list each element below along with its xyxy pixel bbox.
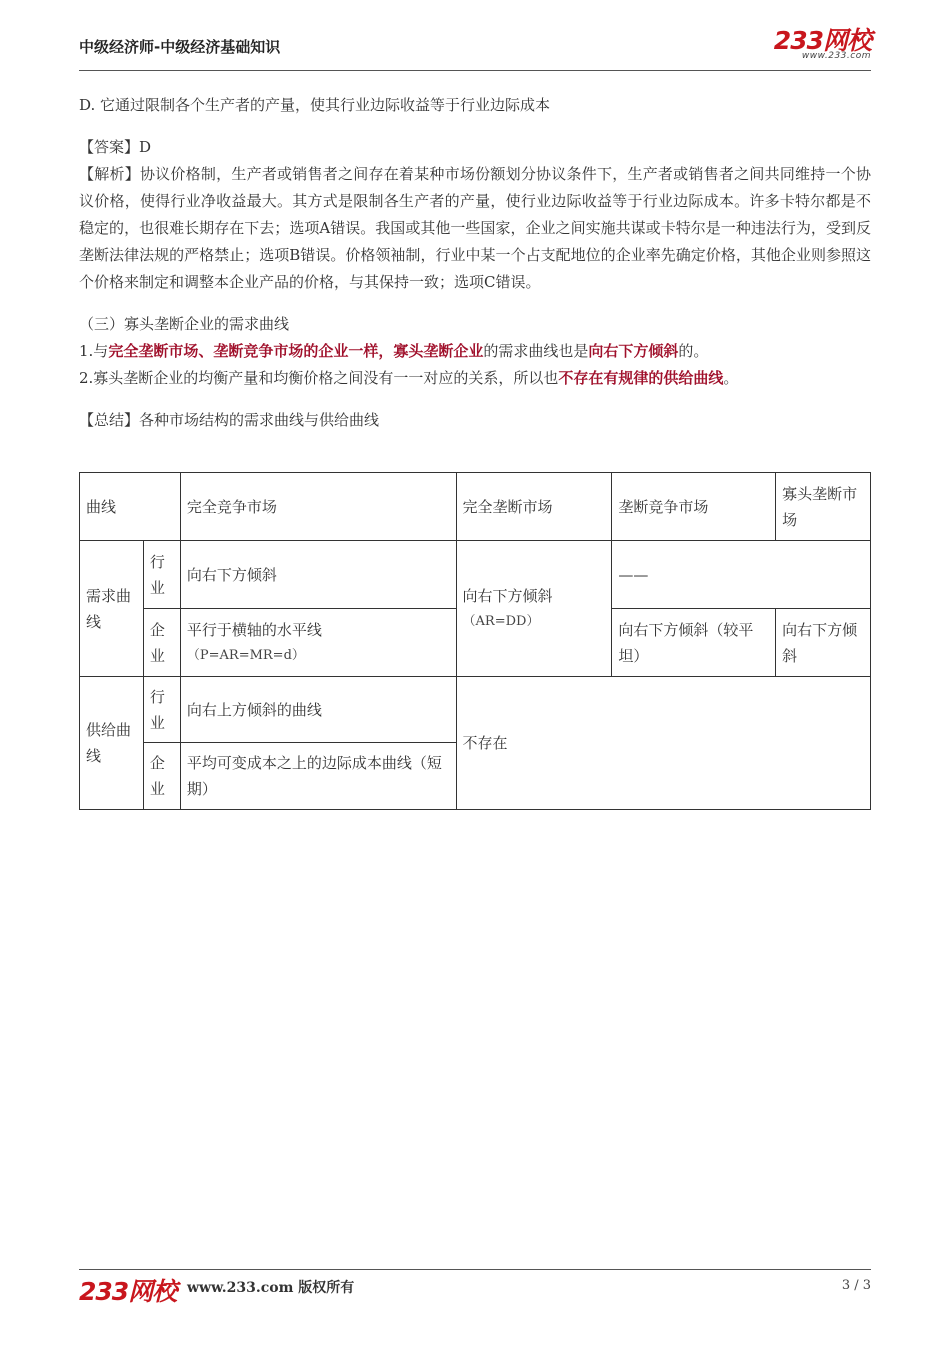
point-1: 1.与完全垄断市场、垄断竞争市场的企业一样，寡头垄断企业的需求曲线也是向右下方倾斜的。	[79, 342, 709, 360]
label-firm: 企业	[143, 609, 180, 677]
cell-demand-firm-pc: 平行于横轴的水平线 （P=AR=MR=d）	[180, 609, 456, 677]
highlight-text: 不存在有规律的供给曲线	[558, 369, 724, 387]
highlight-text: 完全垄断市场、垄断竞争市场的企业一样，寡头垄断企业	[108, 342, 484, 360]
header-oligopoly: 寡头垄断市场	[776, 473, 871, 541]
analysis: 【解析】协议价格制，生产者或销售者之间存在着某种市场份额划分协议条件下，生产者或销售者之间共同维持一个协议价格，使得行业净收益最大。其方式是限制各生产者的产量，使行业边际收益等于行业边际成本。许多卡特尔都是不稳定的，也很难长期存在下去；选项A错误。我国或其他一些国家，企业之间实施共谋或卡特尔是一种违法行为，受到反垄断法律法规的严格禁止；选项B错误。价格领袖制，行业中某一个占支配地位的企业率先确定价格，其他企业则参照这个价格来制定和调整本企业产品的价格，与其保持一致；选项C错误。	[79, 165, 871, 291]
row-supply-curve: 供给曲线	[80, 677, 144, 810]
page-header	[79, 28, 871, 71]
page-footer	[79, 1269, 871, 1304]
label-industry: 行业	[143, 541, 180, 609]
answer: 【答案】D	[79, 138, 152, 156]
footer-copyright: www.233.com 版权所有	[187, 1280, 355, 1296]
label-industry: 行业	[143, 677, 180, 743]
header-title: 中级经济师-中级经济基础知识	[79, 38, 281, 56]
document-body	[79, 92, 871, 434]
summary-title: 【总结】各种市场结构的需求曲线与供给曲线	[79, 411, 380, 429]
header-perfect-competition: 完全竞争市场	[180, 473, 456, 541]
logo-wordmark: 233网校	[773, 26, 871, 55]
highlight-text: 向右下方倾斜	[588, 342, 679, 360]
footer-logo[interactable]: 233网校	[79, 1277, 177, 1306]
header-curve: 曲线	[80, 473, 181, 541]
section-title: （三）寡头垄断企业的需求曲线	[79, 315, 290, 333]
cell-demand-industry-pc: 向右下方倾斜	[180, 541, 456, 609]
cell-supply-other: 不存在	[456, 677, 870, 810]
cell-supply-firm-pc: 平均可变成本之上的边际成本曲线（短期）	[180, 743, 456, 810]
logo-url: www.233.com	[801, 51, 871, 61]
header-monopoly: 完全垄断市场	[456, 473, 612, 541]
cell-demand-industry-other: ——	[612, 541, 871, 609]
cell-demand-firm-oligopoly: 向右下方倾斜	[776, 609, 871, 677]
row-demand-curve: 需求曲线	[80, 541, 144, 677]
page-number: 3 / 3	[841, 1278, 871, 1293]
site-logo[interactable]	[774, 28, 871, 61]
option-d: D. 它通过限制各个生产者的产量，使其行业边际收益等于行业边际成本	[79, 96, 551, 114]
header-monopolistic-competition: 垄断竞争市场	[612, 473, 776, 541]
label-firm: 企业	[143, 743, 180, 810]
cell-demand-monopoly: 向右下方倾斜 （AR=DD）	[456, 541, 612, 677]
market-structure-table	[79, 472, 871, 810]
point-2: 2.寡头垄断企业的均衡产量和均衡价格之间没有一一对应的关系，所以也不存在有规律的供给曲线。	[79, 369, 739, 387]
cell-demand-firm-mc: 向右下方倾斜（较平坦）	[612, 609, 776, 677]
cell-supply-industry-pc: 向右上方倾斜的曲线	[180, 677, 456, 743]
